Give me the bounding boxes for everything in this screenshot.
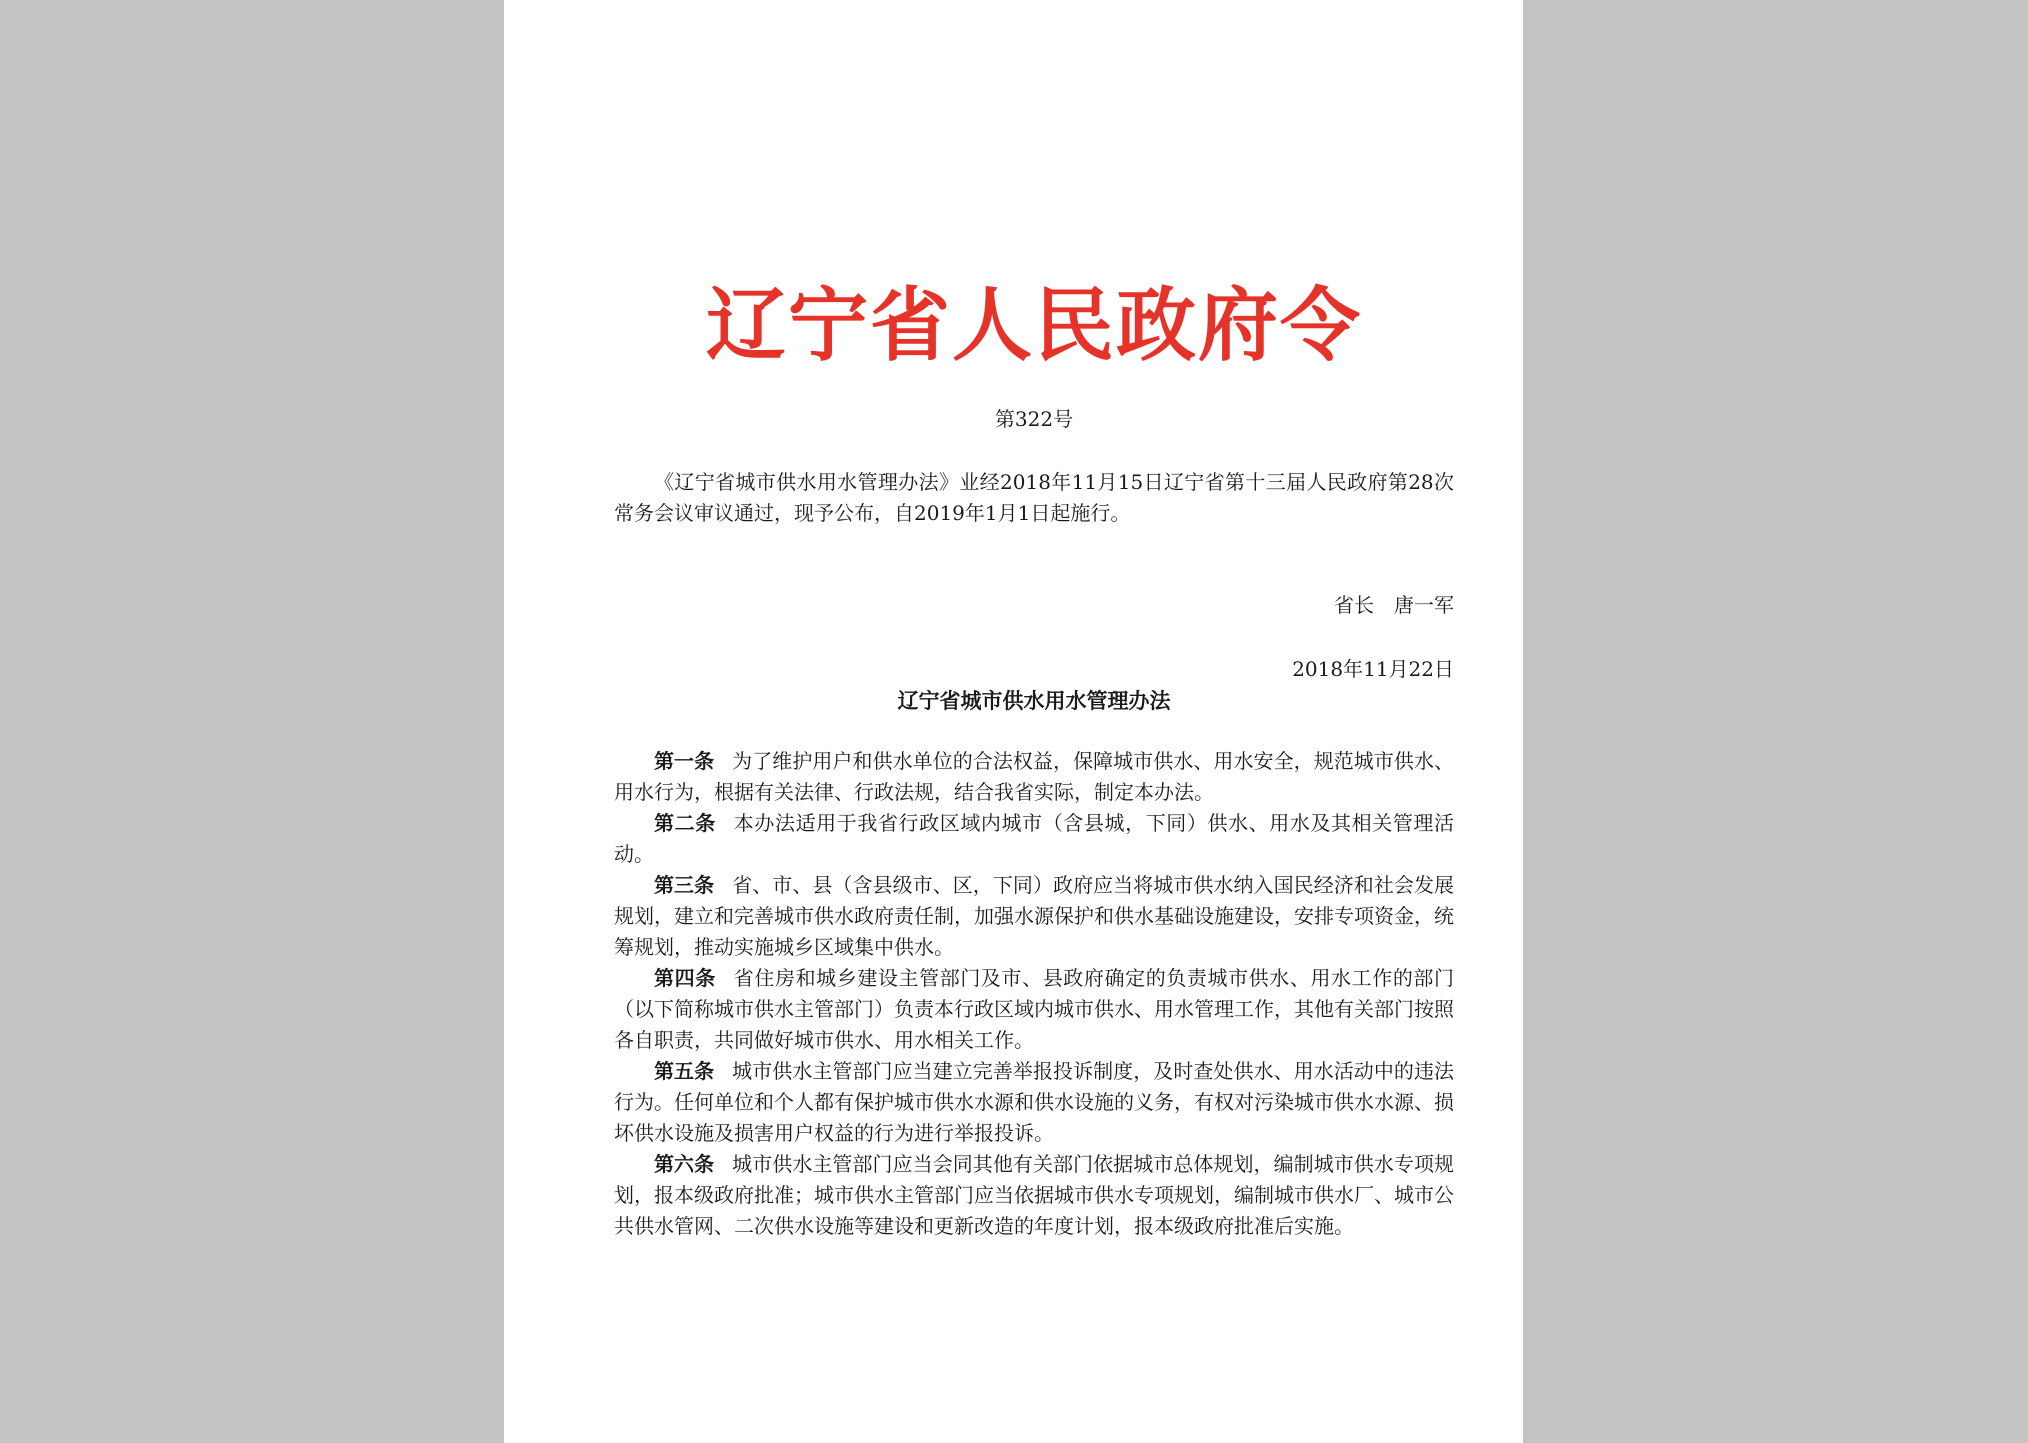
signature-date: 2018年11月22日 bbox=[1292, 657, 1454, 681]
article-text: 城市供水主管部门应当会同其他有关部门依据城市总体规划，编制城市供水专项规划，报本级政府批准；城市供水主管部门应当依据城市供水专项规划，编制城市供水厂、城市公共供水管网、二次供水设施等建设和更新改造的年度计划，报本级政府批准后实施。 bbox=[614, 1152, 1455, 1238]
article-label: 第四条 bbox=[654, 966, 716, 990]
article-1 bbox=[614, 746, 1454, 808]
article-label: 第一条 bbox=[654, 749, 715, 773]
articles-list bbox=[614, 746, 1454, 1242]
promulgation-paragraph: 《辽宁省城市供水用水管理办法》业经2018年11月15日辽宁省第十三届人民政府第28次常务会议审议通过，现予公布，自2019年1月1日起施行。 bbox=[614, 470, 1454, 525]
article-6 bbox=[614, 1149, 1454, 1242]
article-5 bbox=[614, 1056, 1454, 1149]
article-text: 省、市、县（含县级市、区，下同）政府应当将城市供水纳入国民经济和社会发展规划，建立和完善城市供水政府责任制，加强水源保护和供水基础设施建设，安排专项资金，统筹规划，推动实施城乡区域集中供水。 bbox=[614, 873, 1455, 959]
article-2 bbox=[614, 808, 1454, 870]
article-label: 第二条 bbox=[654, 811, 716, 835]
article-text: 省住房和城乡建设主管部门及市、县政府确定的负责城市供水、用水工作的部门（以下简称城市供水主管部门）负责本行政区域内城市供水、用水管理工作，其他有关部门按照各自职责，共同做好城市供水、用水相关工作。 bbox=[614, 966, 1455, 1052]
article-label: 第六条 bbox=[654, 1152, 715, 1176]
document-page bbox=[504, 0, 1523, 1443]
article-text: 为了维护用户和供水单位的合法权益，保障城市供水、用水安全，规范城市供水、用水行为，根据有关法律、行政法规，结合我省实际，制定本办法。 bbox=[614, 749, 1455, 804]
governor-signature: 省长 唐一军 bbox=[1334, 593, 1454, 617]
order-number: 第322号 bbox=[994, 407, 1074, 431]
article-3 bbox=[614, 870, 1454, 963]
article-label: 第五条 bbox=[654, 1059, 715, 1083]
article-text: 城市供水主管部门应当建立完善举报投诉制度，及时查处供水、用水活动中的违法行为。任何单位和个人都有保护城市供水水源和供水设施的义务，有权对污染城市供水水源、损坏供水设施及损害用户权益的行为进行举报投诉。 bbox=[614, 1059, 1455, 1145]
regulation-title: 辽宁省城市供水用水管理办法 bbox=[897, 688, 1171, 713]
government-order-header: 辽宁省人民政府令 bbox=[706, 279, 1362, 372]
article-text: 本办法适用于我省行政区域内城市（含县城，下同）供水、用水及其相关管理活动。 bbox=[614, 811, 1455, 866]
article-label: 第三条 bbox=[654, 873, 715, 897]
article-4 bbox=[614, 963, 1454, 1056]
